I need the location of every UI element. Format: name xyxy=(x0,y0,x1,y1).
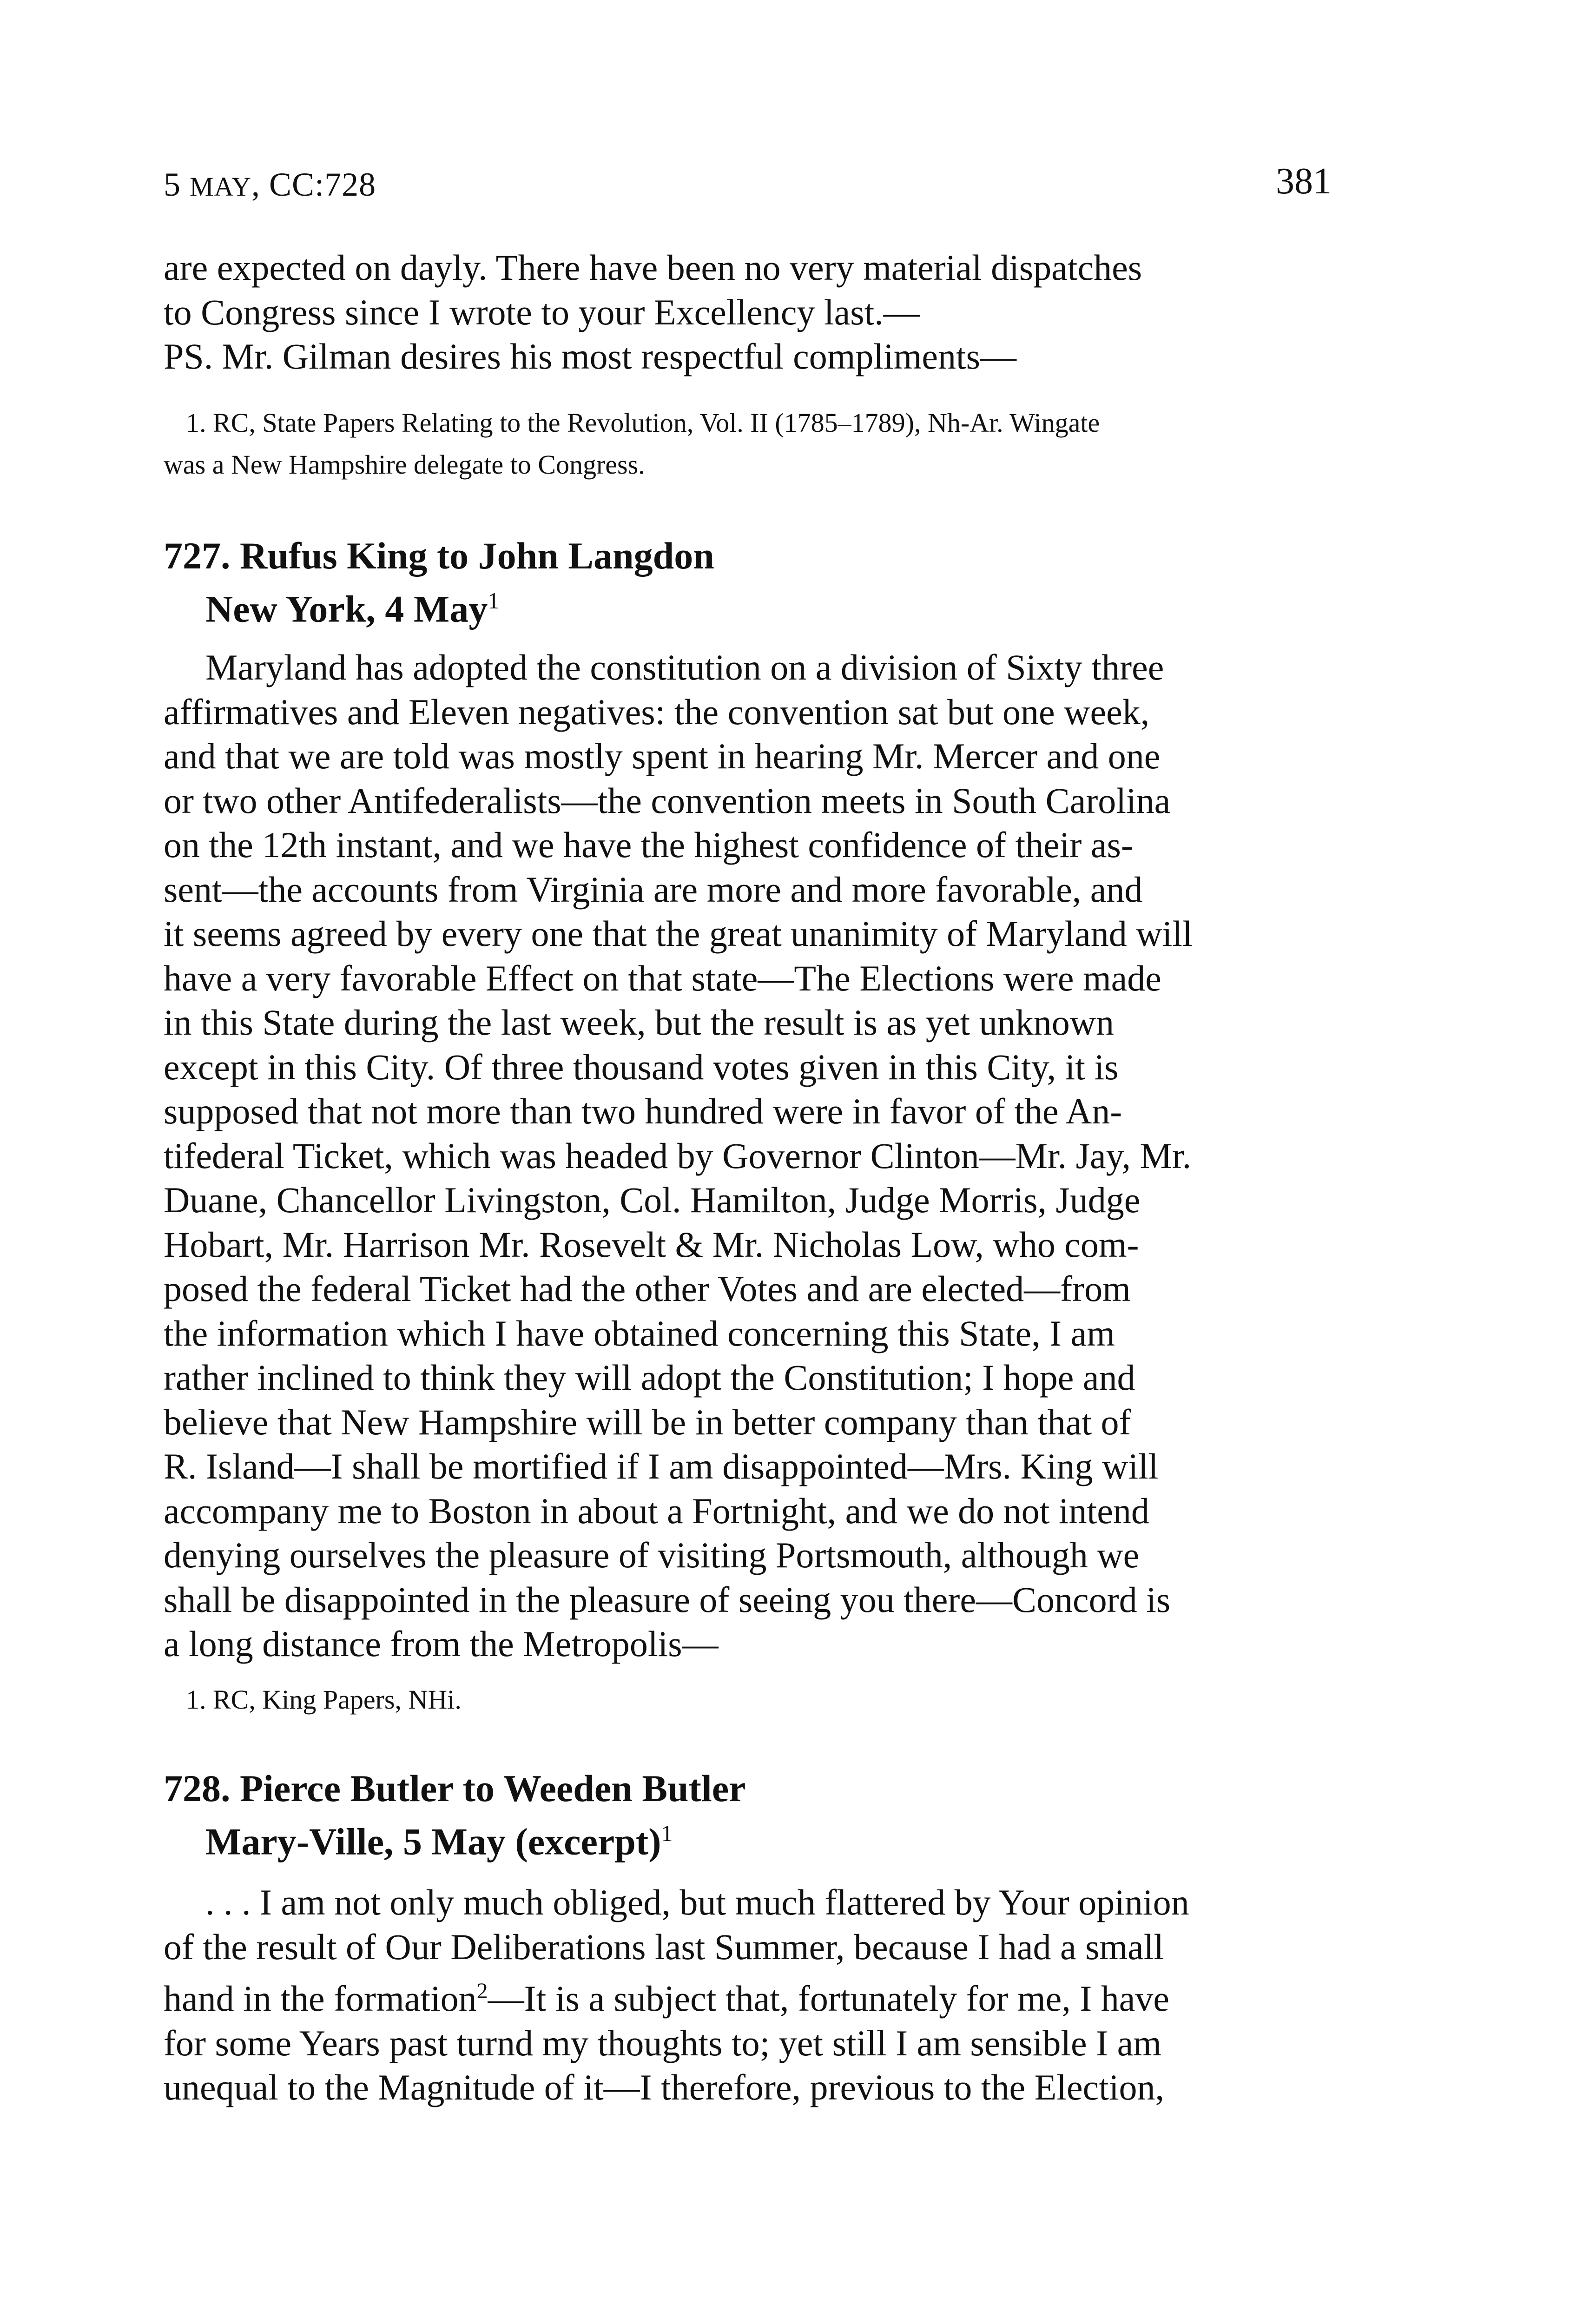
footnote-line: 1. RC, State Papers Relating to the Revolution, Vol. II (1785–1789), Nh-Ar. Wingate xyxy=(186,408,1100,438)
doc-728-title: 728. Pierce Butler to Weeden Butler xyxy=(164,1767,746,1809)
text-line: shall be disappointed in the pleasure of seeing you there—Concord is xyxy=(164,1579,1171,1620)
text-line: rather inclined to think they will adopt the Constitution; I hope and xyxy=(164,1357,1135,1398)
header-ref: , CC:728 xyxy=(251,166,376,203)
doc-727-heading xyxy=(164,534,714,631)
text-line: . . . I am not only much obliged, but much flattered by Your opinion xyxy=(205,1882,1189,1922)
text-line: for some Years past turnd my thoughts to; yet still I am sensible I am xyxy=(164,2022,1161,2063)
doc-727-footnote xyxy=(164,1679,1372,1721)
text-line: or two other Antifederalists—the convention meets in South Carolina xyxy=(164,780,1171,821)
text-line: Duane, Chancellor Livingston, Col. Hamilton, Judge Morris, Judge xyxy=(164,1180,1141,1220)
intro-paragraph xyxy=(164,245,1372,379)
footnote-ref: 2 xyxy=(476,1979,488,2003)
doc-728-subtitle: Mary-Ville, 5 May (excerpt)$^1$ xyxy=(205,1820,673,1863)
text-line: unequal to the Magnitude of it—I therefore, previous to the Election, xyxy=(164,2067,1165,2107)
footnote-line: was a New Hampshire delegate to Congress. xyxy=(164,449,645,480)
text-line: affirmatives and Eleven negatives: the convention sat but one week, xyxy=(164,691,1150,732)
text-line: believe that New Hampshire will be in better company than that of xyxy=(164,1401,1131,1442)
text-line: a long distance from the Metropolis— xyxy=(164,1624,719,1664)
text-line: supposed that not more than two hundred were in favor of the An- xyxy=(164,1091,1122,1131)
text-line: and that we are told was mostly spent in hearing Mr. Mercer and one xyxy=(164,736,1161,776)
running-header xyxy=(164,165,376,204)
text-line: sent—the accounts from Virginia are more and more favorable, and xyxy=(164,869,1143,910)
text-line: except in this City. Of three thousand votes given in this City, it is xyxy=(164,1046,1119,1087)
text-line: hand in the formation$^2$—It is a subject that, fortunately for me, I have xyxy=(164,1978,1170,2019)
footnote-line: 1. RC, King Papers, NHi. xyxy=(186,1684,462,1715)
text-line: posed the federal Ticket had the other Votes and are elected—from xyxy=(164,1268,1131,1309)
text-line: to Congress since I wrote to your Excellency last.— xyxy=(164,291,920,332)
page-number: 381 xyxy=(1276,161,1332,202)
text-line: have a very favorable Effect on that state—The Elections were made xyxy=(164,957,1161,998)
text-line: it seems agreed by every one that the great unanimity of Maryland will xyxy=(164,913,1193,954)
text-line: on the 12th instant, and we have the highest confidence of their as- xyxy=(164,825,1133,865)
text-line: the information which I have obtained concerning this State, I am xyxy=(164,1313,1115,1353)
text-line: accompany me to Boston in about a Fortnight, and we do not intend xyxy=(164,1490,1149,1531)
doc-728-body xyxy=(164,1880,1372,2110)
doc-727-subtitle: New York, 4 May$^1$ xyxy=(205,588,500,630)
text-line: Hobart, Mr. Harrison Mr. Rosevelt & Mr. Nicholas Low, who com- xyxy=(164,1224,1139,1265)
intro-footnote xyxy=(164,402,1372,486)
text-line: denying ourselves the pleasure of visiting Portsmouth, although we xyxy=(164,1535,1140,1575)
header-date: 5 xyxy=(164,166,181,203)
text-line: Maryland has adopted the constitution on a division of Sixty three xyxy=(205,647,1164,687)
doc-727-body xyxy=(164,645,1372,1666)
doc-728-heading xyxy=(164,1766,746,1864)
text-line: of the result of Our Deliberations last Summer, because I had a small xyxy=(164,1926,1164,1967)
text-line: in this State during the last week, but the result is as yet unknown xyxy=(164,1002,1115,1043)
text-line: PS. Mr. Gilman desires his most respectful compliments— xyxy=(164,336,1017,376)
text-line: R. Island—I shall be mortified if I am disappointed—Mrs. King will xyxy=(164,1446,1159,1486)
text-line: are expected on dayly. There have been no very material dispatches xyxy=(164,247,1142,288)
header-month: MAY xyxy=(190,172,252,202)
text-line: tifederal Ticket, which was headed by Governor Clinton—Mr. Jay, Mr. xyxy=(164,1135,1192,1176)
doc-727-title: 727. Rufus King to John Langdon xyxy=(164,535,714,577)
